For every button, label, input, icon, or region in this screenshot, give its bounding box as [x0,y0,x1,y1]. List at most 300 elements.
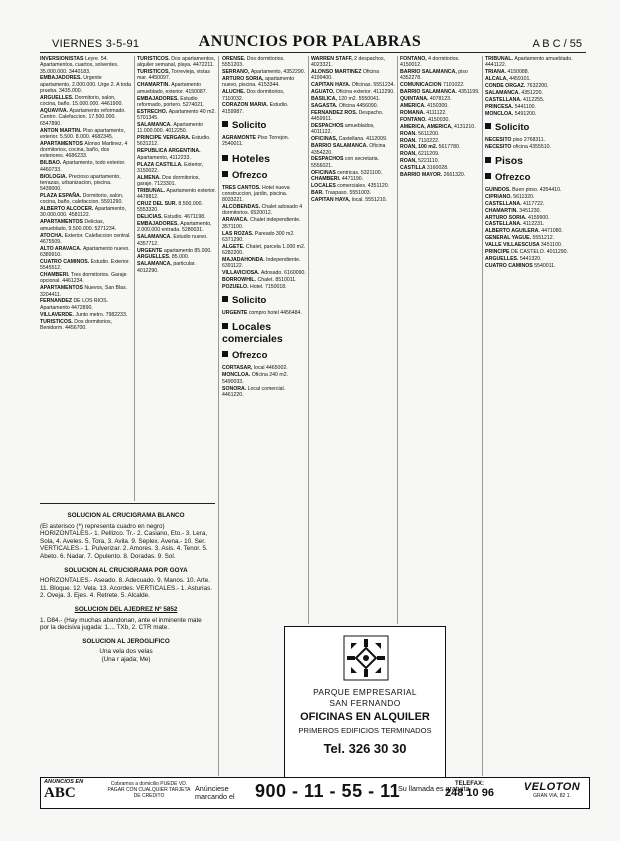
classified-ad [40,206,132,219]
classified-text: local 4465002. [253,365,288,372]
classified-ad [137,122,217,135]
classified-ad [40,285,132,298]
classified-keyword: ALTO ARAVACA. [40,245,83,252]
classified-keyword: MAJADAHONDA. [222,256,267,263]
classified-keyword: ARTURO SORIA, [222,76,265,83]
classified-keyword: CHAMBERI. [40,272,71,279]
classified-keyword: BIOLOGIA. [40,173,69,180]
classified-ad [222,204,306,217]
classified-text: Apartamento, 4112233. [137,154,191,161]
classified-text: Estudio. 4159987. [222,102,289,115]
ajedrez-body: 1. D84.- (Hay muchas abandonan, ante el inminente mate por la decisiva jugada: 1.... TXb, 2. CTR mate. [40,616,202,632]
classified-keyword: URGENTE [222,310,249,317]
classified-keyword: AGUATO. [311,89,336,96]
classified-text: Apartamento, 4352290. [250,69,306,76]
classified-text: 2 despachos, 4023321. [311,56,385,69]
section-heading-locales: Locales comerciales [222,321,283,346]
classified-text: amueblados, 4011122. [311,123,375,136]
classified-keyword: ALGETE. [222,243,246,250]
classified-keyword: ALUCHE. [222,89,247,96]
classified-keyword: WARREN STAFF, [311,56,355,62]
classified-keyword: ALBERTO AGUILERA. [485,228,542,235]
classified-keyword: CHAMBERI. [311,176,342,183]
classified-keyword: LAS ROZAS. [222,230,255,237]
classified-ad [222,76,306,89]
classified-ad [485,111,589,117]
classified-text: 4131210. [454,123,476,130]
classified-text: DE CASTELO. 4011290. [510,249,568,256]
classified-ad [40,246,132,259]
classified-keyword: CAPITAN HAYA. [311,82,352,89]
classified-ad [222,231,306,244]
classified-ad [400,117,480,123]
classified-keyword: CASTILLA [400,165,427,172]
classified-text: Hotel nueva construccion, jardin, piscina. 8033221. [222,184,290,204]
bullet-square-icon [222,323,228,329]
classified-ad [222,257,306,270]
bullet-square-icon [485,157,491,163]
classified-keyword: OFICINAS [311,169,338,176]
classified-ad [137,221,217,234]
classified-ad [40,259,132,272]
classified-text: apartamento nuevo, piscina. 4153344. [222,76,295,89]
classified-ad [137,248,217,254]
classified-text: 6211209. [418,151,440,158]
classified-ad [137,214,217,220]
ajedrez-title: SOLUCION DEL AJEDREZ Nº 5852 [74,605,178,613]
section-heading-pisos: Pisos [485,155,589,167]
classified-text: Apartamento amueblado, exterior. 4150087. [137,82,208,95]
classified-text: 5551212. [532,235,555,242]
classified-text: 4 dormitorios. 4150012. [400,56,460,69]
classified-ad [222,284,306,290]
classified-text: Buen pirso. 4354410. [512,187,562,194]
classified-keyword: PLAZA CASTILLA. [137,161,185,168]
classified-text: oficina 4355510. [512,143,551,150]
classified-ad [137,201,217,214]
ad-phone: Tel. 326 30 30 [323,741,407,756]
classified-text: Torrevieja, vistas mar. 4450097. [137,69,210,82]
classified-ad [40,141,132,160]
classified-text: 4159900. [527,214,550,221]
classified-text: comerciales. 4351120. [337,183,390,190]
classified-keyword: AQUAVIVA. [40,108,70,115]
classified-keyword: CASTELLANA. [485,200,524,207]
classified-text: Estudio. Exterior. 5545512. [40,258,130,272]
section-heading-solicito: Solicito [222,120,306,132]
classified-ad [400,138,480,144]
classified-keyword: LOCALES [311,183,338,190]
classified-text: Dos dormitorios. 5551203. [222,56,285,69]
classified-text: 5617780. [438,144,461,151]
classified-keyword: DESPACHOS [311,123,345,130]
column-divider [397,56,398,624]
classified-ad [222,135,306,148]
footer-banner [40,777,590,809]
classified-keyword: NECESITO [485,143,513,150]
classified-keyword: ALBERTO ALCOCER. [40,206,95,213]
classifieds-column-4 [311,56,395,624]
classified-text: 5441320. [519,255,542,262]
classified-text: Estudio reformado, portero. 5274021. [137,95,205,108]
bullet-square-icon [222,171,228,177]
classified-text: Dormitorio, salon, cocina, baño, calefaccion. 5591290. [40,192,124,206]
classified-ad [485,221,589,227]
classified-text: Traspaso. 5551003. [325,190,372,197]
classified-text: Apartamento, 30.000.000. 4581122. [40,206,126,219]
classified-text: Alonso Martinez, 4 dormitorios, cocina, baño, dos exteriores. 4686233. [40,140,128,160]
classified-text: Apartamento 40 m2. 5701345. [137,108,216,122]
classified-keyword: EMBAJADORES. [40,75,84,82]
classified-text: 4078123. [429,96,452,103]
classified-ad [222,185,306,204]
classified-text: 5540011. [534,262,556,269]
classified-ad [311,190,395,196]
classified-keyword: REPUBLICA ARGENTINA. [137,148,201,155]
classified-text: compro hotel 4456484. [248,310,302,317]
classified-text: 5491200. [514,110,537,117]
classified-keyword: CIPRIANO. [485,193,514,200]
classified-keyword: SONORA. [222,385,248,392]
classified-keyword: AMERICA. [400,103,428,110]
classified-keyword: AGRAMONTE [222,135,258,142]
classified-ad [222,310,306,316]
classified-text: Exterior, 3150022. [137,161,204,174]
classified-text: Dos apartamentos, alquiler semanal, playa. 4472211. [137,56,216,69]
classified-ad [400,165,480,171]
header-rule [40,52,586,53]
classified-ad [40,193,132,206]
bullet-square-icon [485,173,491,179]
classified-keyword: DESPACHOS [311,156,345,163]
classified-ad [222,217,306,230]
classified-ad [311,96,395,102]
classified-keyword: AMERICA, AMERICA, [400,123,454,130]
section-heading-hoteles: Hoteles [222,153,306,165]
ad-subline: PRIMEROS EDIFICIOS TERMINADOS [298,726,432,735]
classified-keyword: ARAVACA. [222,217,251,224]
classified-text: Estudio. 4671198. [164,214,206,221]
classified-text: Local comercial. 4461220. [222,385,286,398]
classified-text: Oficina 4456090. [338,103,379,110]
classified-keyword: CORTASAR, [222,365,254,372]
display-ad-parque-empresarial [284,626,446,778]
classified-ad [485,137,589,143]
classified-ad [311,156,395,169]
classified-ad [40,319,132,332]
classified-keyword: SALAMANCA, [137,261,174,268]
classified-text: piso 4352278. [400,69,468,82]
classified-ad [400,144,480,150]
classified-ad [137,254,217,260]
abc-logo: ANUNCIOS EN ABC [44,779,84,801]
classified-keyword: BORROWHIL. [222,276,258,283]
classified-keyword: DELICIAS. [137,214,165,221]
classified-text: Apartamento 11.000.000. 4012250. [137,121,204,135]
page-header [0,0,620,52]
classified-text: local. 5551210. [351,197,387,204]
classified-keyword: ARGUELLES. [485,255,520,262]
classified-keyword: EMBAJADORES. [137,221,181,228]
classified-ad [137,56,217,69]
cruci-goya-title: SOLUCION AL CRUCIGRAMA POR GOYA [64,566,188,574]
classified-text: 5611320. [513,193,535,200]
classified-text: 120 m2. 5550041. [338,96,381,103]
footer-telefax: TELEFAX: 248 10 96 [445,781,494,799]
classified-text: 4150088. [507,69,530,76]
classified-keyword: INVERSIONISTAS [40,56,85,62]
company-logo-icon [343,635,389,681]
classified-text: apartamento 85.000. [163,247,212,254]
classified-ad [222,270,306,276]
classified-keyword: ROAN, [400,151,419,158]
classified-text: 5221110. [418,158,440,165]
classified-text: Nuevos, San Blas. 3204411. [40,285,128,298]
classified-keyword: SALAMANCA. [137,121,174,128]
classified-text: Apartamento reformado. Centro. Calefaccion. 17.500.000. 6547890. [40,108,126,127]
classified-text: Chalet independiente. 3571100. [222,217,301,230]
classified-ad [400,82,480,88]
classified-ad [40,312,132,318]
classified-keyword: ROMANA. [400,109,427,116]
classified-ad [485,144,589,150]
classified-ad [311,143,395,156]
ad-line-1: PARQUE EMPRESARIAL [313,687,417,697]
classified-ad [311,89,395,95]
bullet-square-icon [222,296,228,302]
classified-text: Tres dormitorios. Garaje opcional. 4461234. [40,272,127,285]
classified-keyword: ROAN, 100 m2. [400,144,439,151]
jeroglifico-body-2: (Una r ajada; Me) [101,655,151,663]
column-divider [134,56,135,501]
classified-ad [222,89,306,102]
classified-text: 3451230. [519,207,541,214]
classified-text: 3451100. [540,242,563,249]
classified-text: 4351199. [458,89,480,96]
classified-keyword: CRUZ DEL SUR. [137,201,179,208]
classified-keyword: TRES CANTOS. [222,184,262,191]
classified-ad [485,215,589,221]
classified-keyword: FERNANDEZ ROS. [311,109,359,116]
classified-text: Piso Torrejon. 2540011. [222,135,290,148]
classified-text: 4459101. [509,76,531,83]
column-divider [482,56,483,776]
classified-keyword: ESTRECHO. [137,108,169,115]
classified-text: Chalet, parcela 1.000 m2. 6282200. [222,243,306,256]
classified-keyword: GUINDOS. [485,187,513,194]
classified-keyword: CUATRO CAMINOS. [40,258,91,265]
classified-text: centricas. 5321100. [337,169,383,176]
classified-ad [485,97,589,103]
classified-ad [400,110,480,116]
classified-ad [311,56,395,69]
classified-keyword: EMBAJADORES. [137,95,181,102]
classified-keyword: TURISTICOS. [137,56,172,62]
classified-ad [222,386,306,399]
classified-ad [400,172,480,178]
classified-text: Exterior. Calefaccion central. 4675509. [40,232,131,245]
classified-keyword: BILBAO. [40,160,63,167]
classified-ad [485,76,589,82]
bullet-square-icon [222,155,228,161]
classified-text: 3160028. [426,165,449,172]
classified-text: Oficina 4354220. [311,143,386,156]
classified-keyword: ALCOBENDAS. [222,204,262,211]
veloton-logo: VELOTON GRAN VIA, 82 1. [523,781,581,799]
classified-ad [485,69,589,75]
classified-text: 2661320. [443,171,466,178]
footer-phone: 900 - 11 - 55 - 11 [255,781,401,801]
classified-text: Apartamento, todo exterior. 4460733. [40,160,126,173]
classified-text: 4150030. [428,116,450,123]
classified-keyword: CUATRO CAMINOS [485,262,535,269]
classified-keyword: CHAMARTIN. [485,207,520,214]
classified-text: Apartamento nuevo. 6389910. [40,245,130,259]
classified-ad [485,249,589,255]
classified-ad [137,148,217,161]
classified-ad [137,162,217,175]
classified-keyword: FERNANDEZ [40,298,74,305]
classified-text: Despacho. 4459911. [311,109,384,123]
classified-keyword: SALAMANCA. [485,89,522,96]
classified-text: 85.000. [171,254,190,261]
classified-keyword: COMUNICACION [400,82,443,89]
classified-text: Estudio. 5631212. [137,135,211,148]
footer-call-label: Anúnciese marcando el [195,784,235,801]
classified-text: Oficina 4199400. [311,69,380,82]
classified-keyword: SAGASTA. [311,103,339,110]
classified-ad [40,108,132,127]
classified-ad [40,298,132,311]
classified-text: Delicias, amueblado, 9.500.000. 5271234. [40,219,117,232]
column-divider [308,56,309,624]
classified-text: Estudio nuevo. 4357712. [137,234,208,247]
classified-text: Adosado. 6160090. [260,270,306,277]
cruci-blanco-title: SOLUCION AL CRUCIGRAMA BLANCO [67,512,185,519]
classified-ad [40,219,132,232]
classified-text: Precioso apartamento, terrazas, urbanizacion, piscina. 5439000. [40,173,121,193]
classified-ad [400,96,480,102]
classified-keyword: SALAMANCA. [137,234,174,241]
classified-ad [485,228,589,234]
classified-keyword: ROAN, [400,158,419,165]
classified-keyword: CASTELLANA. [485,96,524,103]
classified-ad [40,160,132,173]
classified-text: Castellana. 4112009. [338,136,388,143]
classified-text: 4112255. [523,96,545,103]
classified-keyword: CAPITAN HAYA, [311,197,352,204]
classified-ad [137,175,217,188]
classified-keyword: FONTANO, [400,56,429,62]
classified-text: Apartamento exterior. 4478812. [137,187,217,201]
classified-ad [222,372,306,385]
classified-keyword: BARRIO SALAMANCA. [311,143,370,150]
classified-ad [400,151,480,157]
classified-ad [400,89,480,95]
classified-keyword: ARGUELLES. [137,254,172,261]
classified-text: piso 2768311. [512,136,546,143]
classified-ad [485,208,589,214]
classified-keyword: ATOCHA. [40,232,65,239]
classified-keyword: VILLAVERDE. [40,311,76,318]
classified-ad [485,90,589,96]
classified-keyword: TRIBUNAL. [137,187,167,194]
classified-text: Independiente. 6391122. [222,256,301,270]
classified-ad [485,235,589,241]
classified-ad [311,170,395,176]
classified-text: 5441100. [514,103,536,110]
classified-ad [485,194,589,200]
classified-keyword: TRIBUNAL. [485,56,515,62]
classified-text: 4150300. [427,103,449,110]
classified-ad [400,103,480,109]
classified-text: Pareado 300 m2. 6371290. [222,230,295,243]
classified-keyword: TURISTICOS. [40,318,75,325]
section-heading-ofrezco-3: Ofrezco [485,172,589,184]
classified-text: Piso apartamento, exterior. 5.500. 8.000. 4682345. [40,127,125,140]
classified-keyword: PRINCIPE [485,249,511,256]
section-heading-ofrezco-2: Ofrezco [222,350,306,362]
classified-text: Oficina exterior. 4112290. [335,89,395,96]
classified-ad [40,128,132,141]
classified-keyword: ANTON MARTIN. [40,127,83,134]
cruci-goya-body: HORIZONTALES.- Aseado. 8. Adecuado. 9. Manos. 10. Arte. 11. Bloque. 12. Vela. 13. Acordes. VERTICALES.- 1. Asturias. 2. Oveja. 3. Ejes. 4. Retrete. 5. Alcalde. [40,577,212,600]
classified-text: Junto metro. 7982233. [75,311,128,318]
section-heading-solicito-2: Solicito [222,295,306,307]
classified-keyword: APARTAMENTOS [40,219,85,226]
classified-ad [40,56,132,75]
classified-ad [222,244,306,257]
bullet-square-icon [222,121,228,127]
classified-keyword: PLAZA ESPAÑA. [40,192,83,199]
classified-keyword: MONCLOA. [222,372,252,379]
classified-ad [222,69,306,75]
classified-keyword: PRINCIPE VERGARA. [137,135,192,142]
bullet-square-icon [485,123,491,129]
classified-ad [137,261,217,274]
classified-keyword: BARRIO SALAMANCA, [400,69,459,76]
classified-text: 4112231. [523,221,545,228]
classified-keyword: OFICINAS, [311,136,339,143]
classified-ad [485,104,589,110]
classified-ad [137,188,217,201]
classified-keyword: POZUELO. [222,283,250,290]
classified-ad [311,82,395,88]
classified-text: 7632200. [526,82,549,89]
classified-keyword: BARRIO MAYOR. [400,171,444,178]
classified-text: 7110222. [418,137,440,144]
classified-keyword: NECESITO [485,136,513,143]
classified-ad [137,96,217,109]
classified-ad [222,365,306,371]
classified-keyword: ALONSO MARTINEZ [311,69,363,76]
jeroglifico-title: SOLUCION AL JEROGLIFICO [82,637,170,645]
classified-text: 8.500.000. 5553320. [137,201,203,214]
classified-ad [311,197,395,203]
classified-keyword: ALMENA. [137,174,163,181]
classified-ad [311,69,395,82]
classified-ad [485,256,589,262]
classified-text: Leyre. 54. Apartamentos, cuartos, solventes. 35.000.000. 3440183. [40,56,119,75]
classified-ad [400,124,480,130]
classified-text: Hotel. 7150018. [249,283,287,290]
classified-ad [40,233,132,246]
classified-ad [485,83,589,89]
classifieds-column-1 [40,56,132,501]
classified-text: 4471080. [541,228,563,235]
classified-ad [311,103,395,109]
classifieds-column-2 [137,56,217,501]
